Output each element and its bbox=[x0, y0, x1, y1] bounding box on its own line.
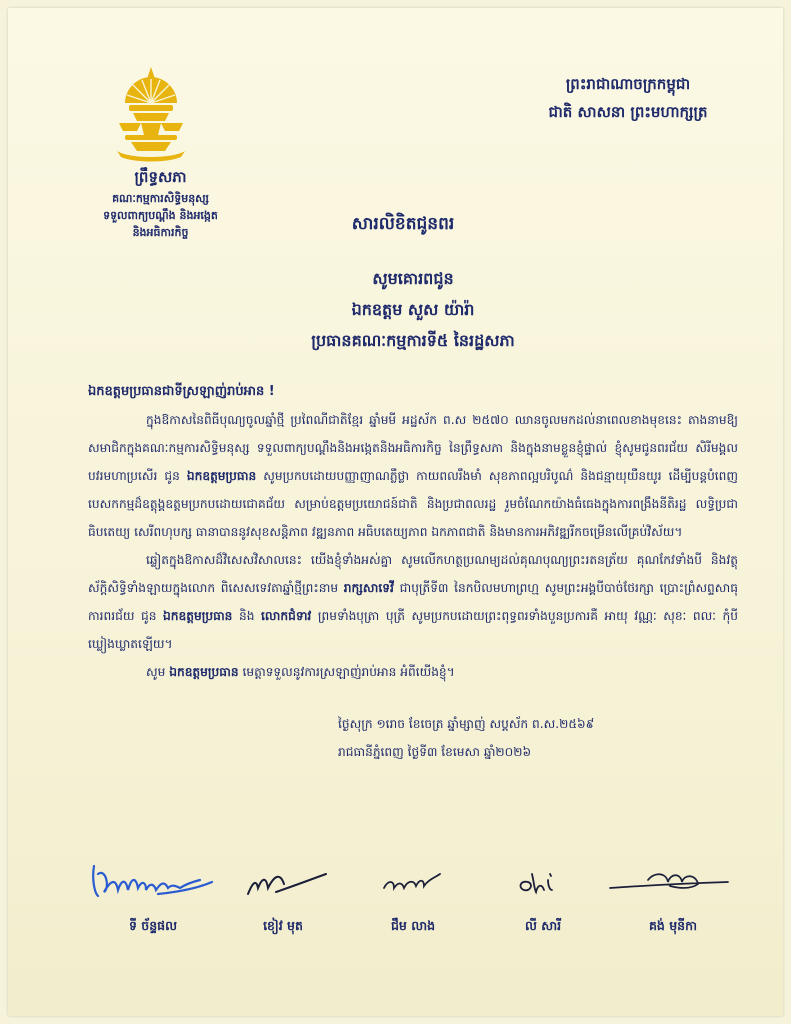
addressee-line: ប្រធានគណៈកម្មការទី៥ នៃរដ្ឋសភា bbox=[311, 331, 515, 350]
paragraph-text: សូម bbox=[146, 665, 170, 679]
commission-line: គណៈកម្មការសិទ្ធិមនុស្ស bbox=[112, 192, 209, 205]
paragraph-blessing bbox=[88, 546, 738, 658]
paragraph-text: ព្រមទាំងបុត្រា បុត្រី សូមប្រកបដោយព្រះពុទ្ធពរទាំងបួនប្រការគឺ អាយុ វណ្ណៈ សុខៈ ពលៈ កុំបីឃ្លៀងឃ្លាតឡើយ។ bbox=[88, 609, 738, 651]
paragraph-text: និង bbox=[232, 609, 261, 623]
letter-page bbox=[8, 8, 783, 1016]
handwritten-signature-icon bbox=[608, 858, 738, 904]
date-solar: រាជធានីភ្នំពេញ ថ្ងៃទី៣ ខែមេសា ឆ្នាំ២០២៦ bbox=[338, 745, 532, 759]
letter-body bbox=[88, 378, 738, 686]
bold-text: លោកជំទាវ bbox=[261, 609, 312, 623]
senate-emblem-icon bbox=[111, 63, 191, 163]
paragraph-text: ក្នុងឱកាសនៃពិធីបុណ្យចូលឆ្នាំថ្មី ប្រពៃណីជាតិខ្មែរ ឆ្នាំមមី អដ្ឋស័ក ព.ស ២៥៧០ ឈានចូលមកដល់នាពេលខាងមុខនេះ តាងនាមឱ្យសមាជិកក្នុងគណៈកម្មការសិទ្ធិមនុស្ស ទទួលពាក្យបណ្តឹងនិងអង្កេតនិងអធិការកិច្ច នៃព្រឹទ្ធសភា និងក្នុងនាមខ្លួនខ្ញុំផ្ទាល់ ខ្ញុំសូមជូនពរជ័យ សិរីមង្គល បវរមហាប្រសើរ ជូន bbox=[88, 413, 738, 483]
date-block bbox=[338, 710, 738, 766]
organization-name: ព្រឹទ្ធសភា bbox=[134, 168, 187, 186]
paragraph-text: មេត្តាទទួលនូវការស្រឡាញ់រាប់អាន អំពីយើងខ្ញុំ។ bbox=[238, 665, 455, 679]
signatory-name: គង់ មុនីកា bbox=[649, 918, 697, 933]
signatory-name: ជឹម លាង bbox=[390, 918, 436, 933]
addressee-block bbox=[233, 263, 593, 356]
paragraph-text: សូមប្រកបដោយបញ្ញាញាណភ្លឺថ្លា កាយពលរឹងមាំ សុខភាពល្អបរិបូណ៌ និងជន្មាយុយឺនយូរ ដើម្បីបន្តបំពេញបេសកកម្មដ៏ឧត្តុង្គឧត្តមប្រកបដោយជោគជ័យ សម្រាប់ឧត្តមប្រយោជន៍ជាតិ និងប្រជាពលរដ្ឋ រួមចំណែកយ៉ាងធំធេងក្នុងការពង្រឹងនីតិរដ្ឋ លទ្ធិប្រជាធិបតេយ្យ សេរីពហុបក្ស ធានាបាននូវសុខសន្តិភាព វឌ្ឍនភាព អធិបតេយ្យភាព ឯកភាពជាតិ និងមានការអភិវឌ្ឍរីកចម្រើនលើគ្រប់វិស័យ។ bbox=[88, 469, 739, 539]
paragraph-greeting bbox=[88, 406, 738, 546]
commission-line: និងអធិការកិច្ច bbox=[132, 226, 189, 239]
bold-text: ឯកឧត្តមប្រធាន bbox=[163, 609, 233, 623]
handwritten-signature-icon bbox=[348, 858, 478, 904]
signatory bbox=[348, 858, 478, 937]
signatory bbox=[218, 858, 348, 937]
senate-commission-header bbox=[63, 168, 258, 241]
addressee-line: សូមគោរពជូន bbox=[372, 269, 454, 288]
kingdom-heading bbox=[508, 70, 748, 126]
kingdom-name: ព្រះរាជាណាចក្រកម្ពុជា bbox=[565, 75, 691, 93]
signatory bbox=[478, 858, 608, 937]
signatory-name: ខៀវ មុត bbox=[263, 918, 303, 933]
paragraph-text: ឆ្លៀតក្នុងឱកាសដ៏វិសេសវិសាលនេះ យើងខ្ញុំទាំងអស់គ្នា សូមលើកហត្ថប្រណម្យដល់គុណបុណ្យព្រះរតនត្រ័យ គុណកែវទាំងបី និងវត្ថុស័ក្តិសិទ្ធិទាំងឡាយក្នុងលោក ពិសេសទេវតាឆ្នាំថ្មីព្រះនាម bbox=[88, 553, 738, 595]
bold-text: រាក្សសាទេវី bbox=[343, 581, 394, 595]
national-motto: ជាតិ សាសនា ព្រះមហាក្សត្រ bbox=[548, 103, 708, 121]
handwritten-signature-icon bbox=[88, 858, 218, 904]
signatory bbox=[88, 858, 218, 937]
signatures-row bbox=[88, 858, 738, 968]
letter-title: សារលិខិតជូនពរ bbox=[351, 214, 455, 234]
salutation: ឯកឧត្តមប្រធានជាទីស្រឡាញ់រាប់អាន ! bbox=[88, 384, 275, 399]
paragraph-closing bbox=[88, 658, 738, 686]
signatory-name: ទី ច័ន្ទផល bbox=[129, 918, 177, 933]
handwritten-signature-icon bbox=[478, 858, 608, 904]
bold-text: ឯកឧត្តមប្រធាន bbox=[186, 469, 257, 483]
handwritten-signature-icon bbox=[218, 858, 348, 904]
date-lunar: ថ្ងៃសុក្រ ១រោច ខែចេត្រ ឆ្នាំម្សាញ់ សប្តស័ក ព.ស.២៥៦៩ bbox=[338, 717, 595, 731]
signatory bbox=[608, 858, 738, 937]
bold-text: ឯកឧត្តមប្រធាន bbox=[169, 665, 239, 679]
signatory-name: លី សារី bbox=[524, 918, 562, 933]
addressee-line: ឯកឧត្តម សួស យ៉ារ៉ា bbox=[351, 300, 475, 319]
paragraph-text: ជាបុត្រីទី៣ នៃកបិលមហាព្រហ្ម សូមព្រះអង្គបីបាច់ថែរក្សា ប្រោះព្រំសព្ទសាធុការពរជ័យ ជូន bbox=[88, 581, 738, 623]
commission-line: ទទួលពាក្យបណ្តឹង និងអង្កេត bbox=[103, 209, 218, 222]
